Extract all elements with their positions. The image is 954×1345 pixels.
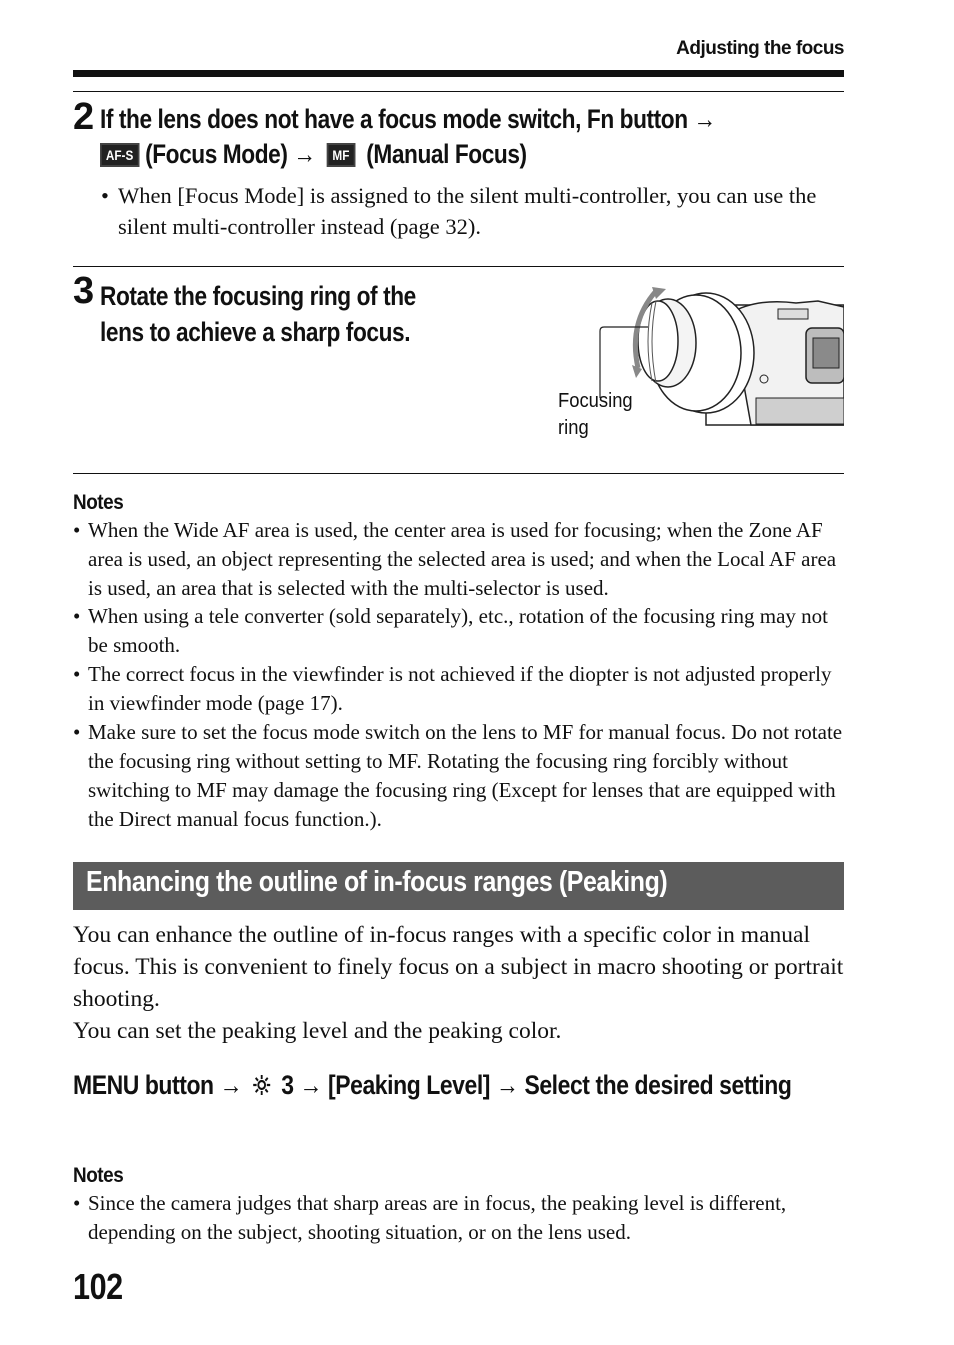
step2-heading-line1: If the lens does not have a focus mode switch, Fn button → — [100, 104, 716, 134]
header-thick-rule — [73, 70, 844, 77]
menu-path-rest: [Peaking Level] → Select the desired setting — [328, 1070, 792, 1100]
step2-heading-line2 — [100, 139, 527, 170]
section-title: Enhancing the outline of in-focus ranges (Peaking) — [86, 866, 668, 898]
notes-heading-1: Notes — [73, 491, 124, 514]
step3-heading: Rotate the focusing ring of the lens to achieve a sharp focus. — [100, 281, 416, 347]
step2-bullet: • When [Focus Mode] is assigned to the silent multi-controller, you can use the silent multi-controller instead (page 32). — [101, 183, 817, 239]
menu-path-heading — [73, 1067, 830, 1103]
step-number-3: 3 — [73, 270, 94, 312]
focus-mode-label: (Focus Mode) → — [145, 139, 316, 169]
note-text: When the Wide AF area is used, the center area is used for focusing; when the Zone AF area is used, an object representing the selected area is used; and when the Local AF area is used, an area that is selected with the multi-selector is used. — [88, 518, 837, 600]
step-number-2: 2 — [73, 96, 94, 138]
note-item: • Make sure to set the focus mode switch on the lens to MF for manual focus. Do not rotate the focusing ring without setting to MF. Rotating the focusing ring forcibly without switching to MF may damage the focusing ring (Except for lenses that are equipped with the Direct manual focus function.). — [73, 720, 843, 831]
note-text: Make sure to set the focus mode switch on the lens to MF for manual focus. Do not rotate the focusing ring without setting to MF. Rotating the focusing ring forcibly without switching to MF may damage the focusing ring (Except for lenses that are equipped with the Direct manual focus function.). — [88, 720, 843, 831]
mf-icon: MF — [327, 143, 356, 167]
page-number: 102 — [73, 1266, 123, 1307]
note-item: • The correct focus in the viewfinder is not achieved if the diopter is not adjusted properly in viewfinder mode (page 17). — [73, 662, 832, 715]
caption-line2: ring — [558, 417, 589, 439]
note-item: • When the Wide AF area is used, the center area is used for focusing; when the Zone AF area is used, an object representing the selected area is used; and when the Local AF area is used, an area that is selected with the multi-selector is used. — [73, 518, 837, 600]
manual-focus-label: (Manual Focus) — [366, 139, 527, 169]
gear-icon — [251, 1073, 271, 1097]
note-text: The correct focus in the viewfinder is not achieved if the diopter is not adjusted properly in viewfinder mode (page 17). — [88, 662, 832, 715]
menu-button-label: MENU button → — [73, 1070, 243, 1100]
step3-bottom-rule — [73, 473, 844, 474]
section-paragraph-2: You can set the peaking level and the peaking color. — [73, 1018, 562, 1044]
note-text: When using a tele converter (sold separately), etc., rotation of the focusing ring may not be smooth. — [88, 604, 829, 657]
step3-top-rule — [73, 266, 844, 267]
focusing-ring-caption — [558, 388, 633, 442]
note-item: • When using a tele converter (sold separately), etc., rotation of the focusing ring may not be smooth. — [73, 604, 829, 657]
caption-line1: Focusing — [558, 390, 633, 412]
notes-heading-2: Notes — [73, 1164, 124, 1187]
note-text: Since the camera judges that sharp areas are in focus, the peaking level is different, depending on the subject, shooting situation, or on the lens used. — [88, 1191, 787, 1244]
af-s-icon: AF-S — [100, 143, 139, 167]
section-paragraph-1: You can enhance the outline of in-focus ranges with a specific color in manual focus. This is convenient to finely focus on a subject in macro shooting or portrait shooting. — [73, 922, 844, 1012]
note-item: • Since the camera judges that sharp areas are in focus, the peaking level is different, depending on the subject, shooting situation, or on the lens used. — [73, 1191, 787, 1244]
running-head: Adjusting the focus — [676, 38, 844, 59]
header-thin-rule — [73, 91, 844, 92]
tab-number: 3 → — [281, 1070, 323, 1100]
step2-bullet-text: When [Focus Mode] is assigned to the silent multi-controller, you can use the silent multi-controller instead (page 32). — [118, 183, 817, 239]
